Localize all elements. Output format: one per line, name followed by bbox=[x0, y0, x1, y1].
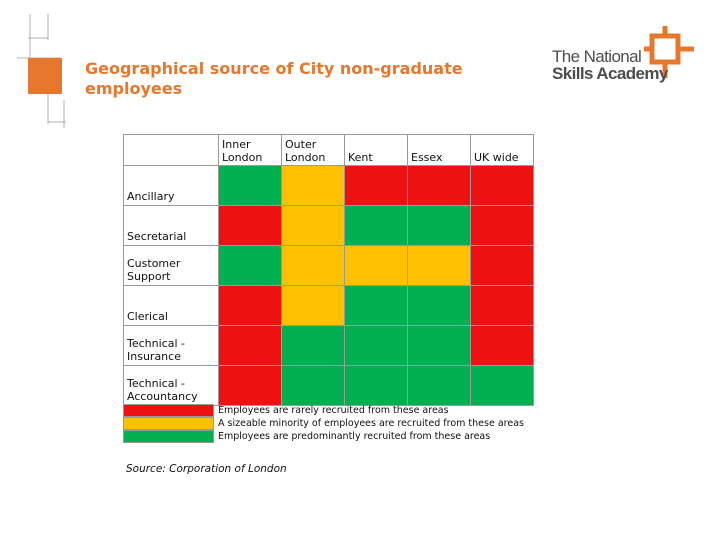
table-cell bbox=[219, 366, 282, 406]
table-row bbox=[124, 366, 534, 406]
table-cell bbox=[471, 286, 534, 326]
legend-label: A sizeable minority of employees are recruited from these areas bbox=[218, 418, 524, 429]
legend-swatch bbox=[123, 404, 214, 417]
table-cell bbox=[408, 246, 471, 286]
row-label: Clerical bbox=[124, 286, 219, 326]
logo-line-2: Skills Academy bbox=[552, 64, 668, 83]
legend-label: Employees are predominantly recruited from these areas bbox=[218, 431, 491, 442]
column-header: Outer London bbox=[282, 135, 345, 166]
table-body bbox=[124, 166, 534, 406]
corner-lines-icon bbox=[0, 0, 80, 135]
table-cell bbox=[282, 326, 345, 366]
row-label: Ancillary bbox=[124, 166, 219, 206]
table-cell bbox=[408, 286, 471, 326]
table-cell bbox=[345, 246, 408, 286]
row-label: Secretarial bbox=[124, 206, 219, 246]
column-header: Kent bbox=[345, 135, 408, 166]
table-cell bbox=[219, 326, 282, 366]
legend-swatch bbox=[123, 430, 214, 443]
table-cell bbox=[219, 246, 282, 286]
column-header: Inner London bbox=[219, 135, 282, 166]
table-cell bbox=[219, 286, 282, 326]
table-cell bbox=[282, 206, 345, 246]
row-label: Customer Support bbox=[124, 246, 219, 286]
column-header: UK wide bbox=[471, 135, 534, 166]
table-cell bbox=[345, 286, 408, 326]
table-row bbox=[124, 326, 534, 366]
table-cell bbox=[219, 166, 282, 206]
legend bbox=[123, 404, 524, 443]
table-cell bbox=[471, 326, 534, 366]
table-cell bbox=[471, 366, 534, 406]
table-cell bbox=[471, 166, 534, 206]
corner-decoration bbox=[0, 0, 80, 135]
legend-swatch bbox=[123, 417, 214, 430]
legend-item bbox=[123, 430, 524, 443]
table-cell bbox=[471, 246, 534, 286]
logo bbox=[548, 26, 698, 90]
table-header-row bbox=[124, 135, 534, 166]
table-row bbox=[124, 246, 534, 286]
recruitment-table bbox=[123, 134, 534, 406]
header-corner bbox=[124, 135, 219, 166]
source-note: Source: Corporation of London bbox=[126, 463, 287, 475]
table-row bbox=[124, 206, 534, 246]
table-cell bbox=[408, 326, 471, 366]
logo-wordmark bbox=[552, 48, 668, 82]
row-label: Technical - Insurance bbox=[124, 326, 219, 366]
table-cell bbox=[345, 166, 408, 206]
table-row bbox=[124, 166, 534, 206]
column-header: Essex bbox=[408, 135, 471, 166]
table-cell bbox=[345, 206, 408, 246]
page-title: Geographical source of City non-graduate employees bbox=[85, 59, 463, 98]
table-cell bbox=[408, 366, 471, 406]
table-cell bbox=[408, 166, 471, 206]
table-cell bbox=[282, 286, 345, 326]
legend-label: Employees are rarely recruited from these areas bbox=[218, 405, 449, 416]
logo-line-1: The National bbox=[552, 47, 642, 66]
table-row bbox=[124, 286, 534, 326]
table-cell bbox=[408, 206, 471, 246]
table-cell bbox=[282, 166, 345, 206]
legend-item bbox=[123, 417, 524, 430]
table-cell bbox=[219, 206, 282, 246]
legend-item bbox=[123, 404, 524, 417]
table-cell bbox=[282, 246, 345, 286]
table-cell bbox=[471, 206, 534, 246]
table-cell bbox=[282, 366, 345, 406]
table-cell bbox=[345, 326, 408, 366]
table-cell bbox=[345, 366, 408, 406]
row-label: Technical - Accountancy bbox=[124, 366, 219, 406]
